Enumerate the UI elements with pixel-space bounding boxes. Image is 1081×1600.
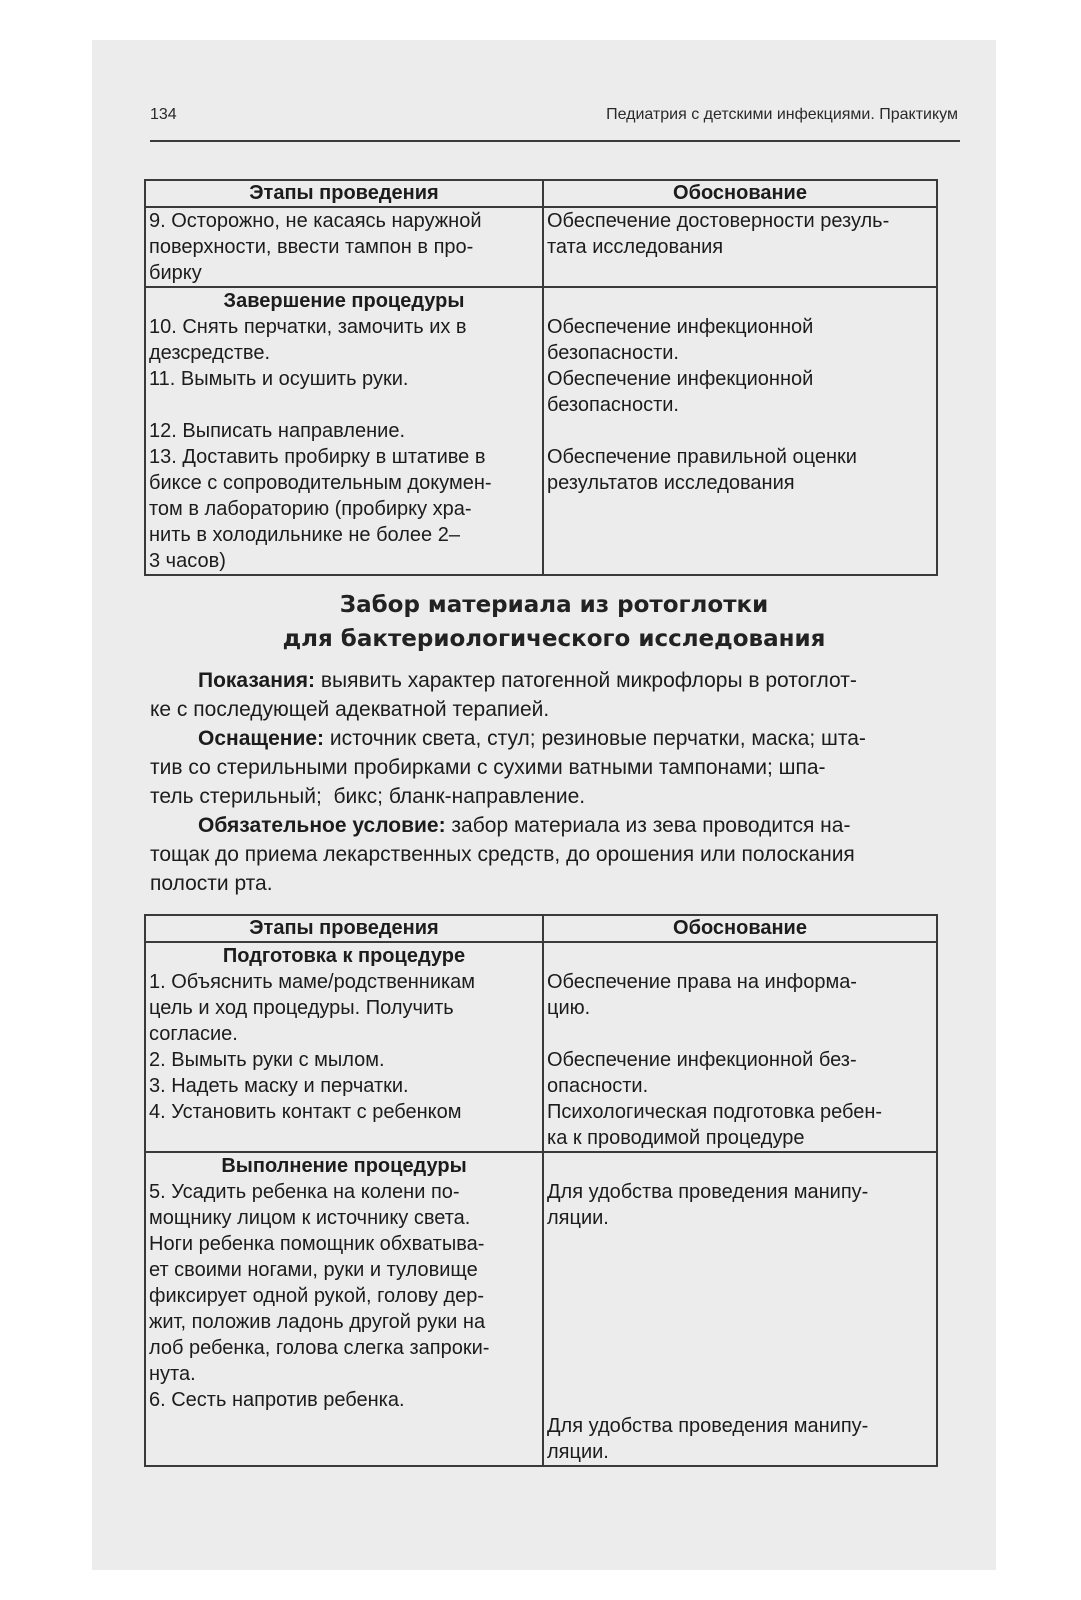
table-header-row (145, 180, 937, 207)
stage-line: Ноги ребенка помощник обхватыва- (149, 1233, 485, 1255)
reason-line: Психологическая подготовка ребен- (547, 1101, 883, 1123)
stage-cell (145, 1152, 543, 1466)
reason-line: результатов исследования (547, 472, 795, 494)
stage-line: 1. Объяснить маме/родственникам (149, 971, 476, 993)
indications-label: Показания: (198, 669, 316, 692)
book-title: Педиатрия с детскими инфекциями. Практикум (606, 106, 958, 123)
stage-line: 11. Вымыть и осушить руки. (149, 368, 409, 390)
reason-line: ляции. (547, 1207, 609, 1229)
stage-cell (145, 942, 543, 1152)
condition-text: забор материала из зева проводится на- (445, 814, 851, 837)
reason-line: цию. (547, 997, 591, 1019)
table-row (145, 207, 937, 287)
scanned-page (92, 40, 996, 1570)
indications-text: выявить характер патогенной микрофлоры в ротоглот- (315, 669, 857, 692)
stage-line: 13. Доставить пробирку в штативе в (149, 446, 486, 468)
procedure-table-2 (144, 914, 938, 1467)
stage-cell (145, 287, 543, 575)
reason-line: опасности. (547, 1075, 649, 1097)
spacer (149, 392, 539, 418)
stage-line: поверхности, ввести тампон в про- (149, 236, 474, 258)
stage-line: лоб ребенка, голова слегка запроки- (149, 1337, 490, 1359)
stage-line: 10. Снять перчатки, замочить их в (149, 316, 467, 338)
stage-line: нить в холодильнике не более 2– (149, 524, 460, 546)
reason-line: Обеспечение инфекционной без- (547, 1049, 857, 1071)
col-header-reason: Обоснование (543, 180, 937, 207)
reason-cell (543, 1152, 937, 1466)
stage-line: 2. Вымыть руки с мылом. (149, 1049, 385, 1071)
stage-line: дезсредстве. (149, 342, 271, 364)
header-rule (150, 140, 960, 142)
reason-line: Обеспечение достоверности резуль- (547, 210, 890, 232)
stage-cell (145, 207, 543, 287)
stage-line: 12. Выписать направление. (149, 420, 405, 442)
condition-text-line: полости рта. (150, 872, 273, 895)
stage-line: 3 часов) (149, 550, 226, 572)
table-row (145, 942, 937, 1152)
equipment-text: источник света, стул; резиновые перчатки, маска; шта- (324, 727, 866, 750)
reason-cell (543, 942, 937, 1152)
section-subheading: Выполнение процедуры (221, 1155, 467, 1177)
condition-paragraph (150, 811, 960, 898)
stage-line: согласие. (149, 1023, 238, 1045)
spacer (547, 1021, 933, 1047)
reason-line: Для удобства проведения манипу- (547, 1415, 869, 1437)
section-subheading: Завершение процедуры (223, 290, 465, 312)
equipment-paragraph (150, 724, 960, 811)
page-number: 134 (150, 106, 177, 123)
stage-line: нута. (149, 1363, 196, 1385)
equipment-text-line: тив со стерильными пробирками с сухими ватными тампонами; шпа- (150, 756, 826, 779)
equipment-text-line: тель стерильный; бикс; бланк-направление. (150, 785, 586, 808)
section-heading (150, 588, 958, 656)
indications-paragraph (150, 666, 960, 724)
stage-line: жит, положив ладонь другой руки на (149, 1311, 486, 1333)
reason-line: ка к проводимой процедуре (547, 1127, 805, 1149)
spacer (149, 1413, 539, 1439)
reason-line: тата исследования (547, 236, 724, 258)
spacer (547, 1231, 933, 1413)
stage-line: биксе с сопроводительным докумен- (149, 472, 492, 494)
stage-line: ет своими ногами, руки и туловище (149, 1259, 478, 1281)
spacer (547, 1153, 933, 1179)
col-header-reason: Обоснование (543, 915, 937, 942)
stage-line: 6. Сесть напротив ребенка. (149, 1389, 405, 1411)
condition-text-line: тощак до приема лекарственных средств, до орошения или полоскания (150, 843, 855, 866)
reason-line: Обеспечение инфекционной (547, 368, 814, 390)
stage-line: 4. Установить контакт с ребенком (149, 1101, 462, 1123)
equipment-label: Оснащение: (198, 727, 325, 750)
stage-line: 5. Усадить ребенка на колени по- (149, 1181, 460, 1203)
spacer (547, 943, 933, 969)
reason-line: Обеспечение инфекционной (547, 316, 814, 338)
running-header (150, 106, 958, 136)
stage-line: 9. Осторожно, не касаясь наружной (149, 210, 482, 232)
reason-cell (543, 287, 937, 575)
condition-label: Обязательное условие: (198, 814, 446, 837)
stage-line: фиксирует одной рукой, голову дер- (149, 1285, 485, 1307)
stage-line: мощнику лицом к источнику света. (149, 1207, 471, 1229)
heading-line: Забор материала из ротоглотки (339, 592, 769, 618)
page (92, 40, 996, 1570)
table-row (145, 1152, 937, 1466)
stage-line: бирку (149, 262, 202, 284)
reason-cell (543, 207, 937, 287)
reason-line: ляции. (547, 1441, 609, 1463)
reason-line: Для удобства проведения манипу- (547, 1181, 869, 1203)
col-header-stages: Этапы проведения (145, 915, 543, 942)
section-subheading: Подготовка к процедуре (222, 945, 466, 967)
stage-line: цель и ход процедуры. Получить (149, 997, 454, 1019)
col-header-stages: Этапы проведения (145, 180, 543, 207)
heading-line: для бактериологического исследования (282, 626, 826, 652)
spacer (547, 418, 933, 444)
stage-line: том в лабораторию (пробирку хра- (149, 498, 472, 520)
table-header-row (145, 915, 937, 942)
reason-line: Обеспечение правильной оценки (547, 446, 857, 468)
stage-line: 3. Надеть маску и перчатки. (149, 1075, 409, 1097)
indications-text-line: ке с последующей адекватной терапией. (150, 698, 550, 721)
reason-line: Обеспечение права на информа- (547, 971, 857, 993)
spacer (149, 1125, 539, 1151)
reason-line: безопасности. (547, 342, 679, 364)
table-row (145, 287, 937, 575)
reason-line: безопасности. (547, 394, 679, 416)
spacer (547, 288, 933, 314)
procedure-table-1 (144, 179, 938, 576)
